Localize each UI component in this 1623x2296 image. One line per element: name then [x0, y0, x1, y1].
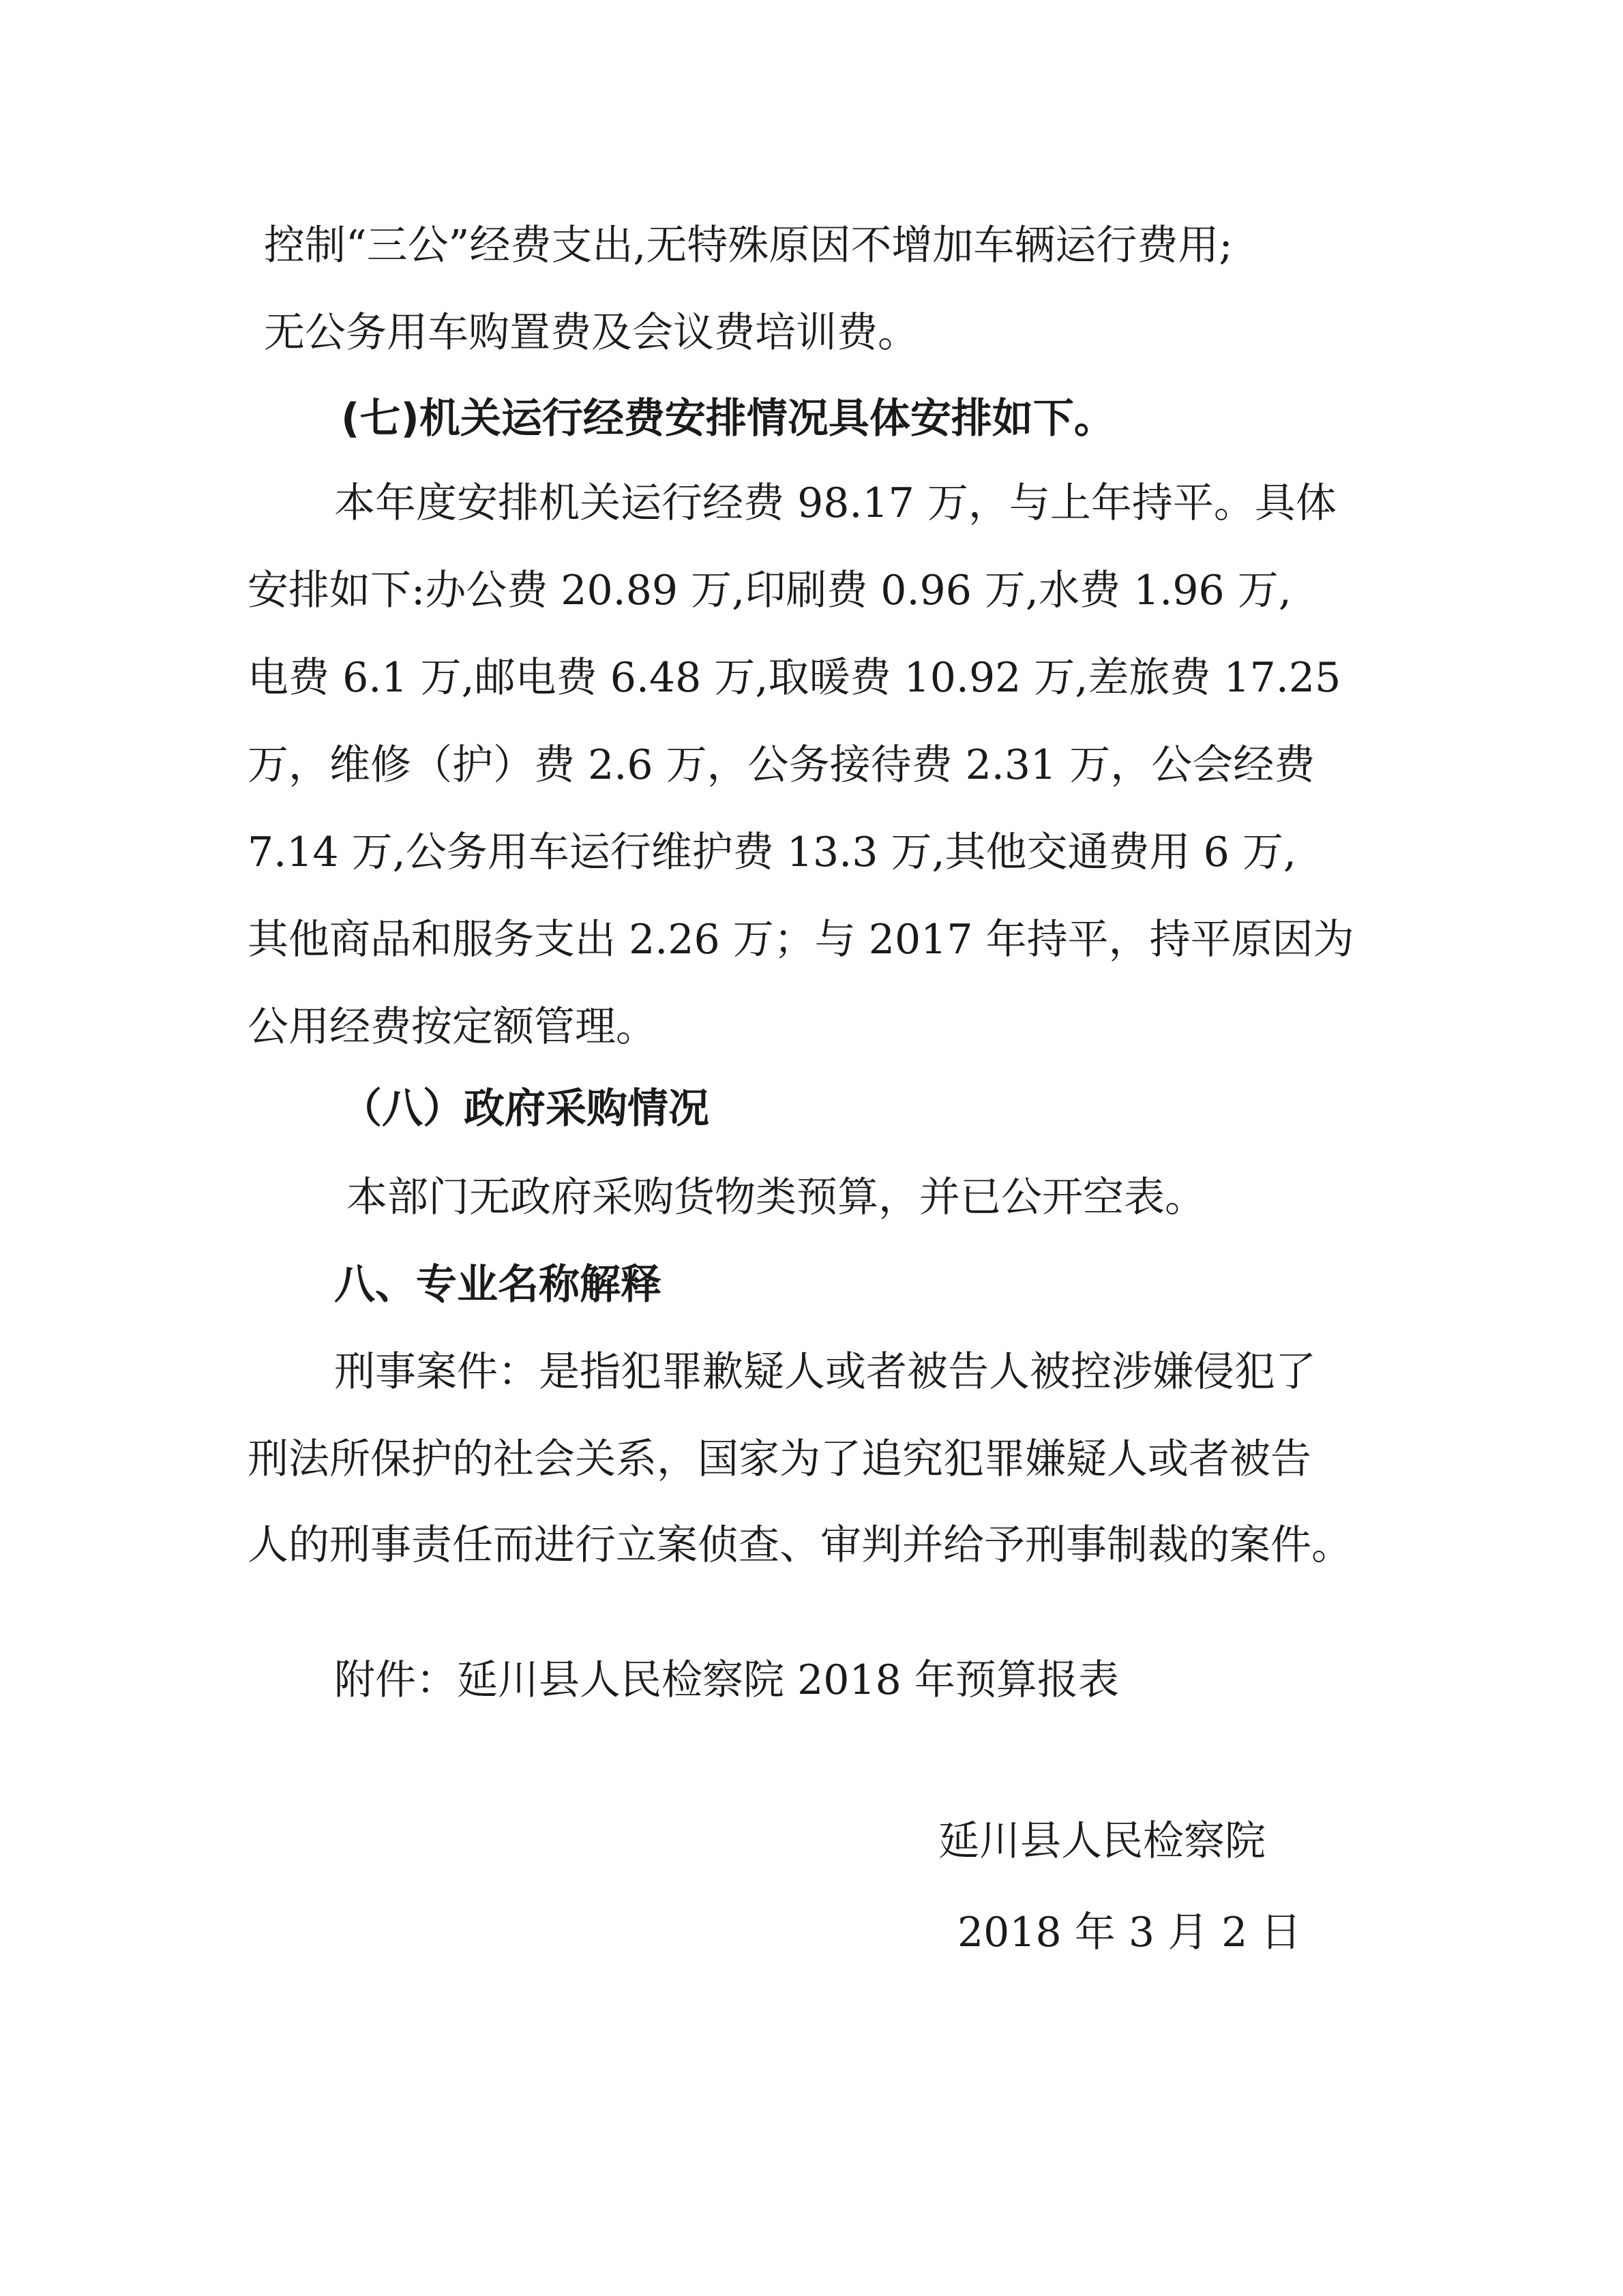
- attachment-note: 附件：延川县人民检察院 2018 年预算报表: [334, 1656, 1119, 1704]
- body-text-line: 本部门无政府采购货物类预算，并已公开空表。: [346, 1174, 1206, 1221]
- body-text-line: 人的刑事责任而进行立案侦查、审判并给予刑事制裁的案件。: [248, 1521, 1352, 1569]
- body-text-line: 安排如下:办公费 20.89 万,印刷费 0.96 万,水费 1.96 万,: [248, 567, 1292, 614]
- body-text-line: 公用经费按定额管理。: [248, 1003, 657, 1051]
- section-heading-7: (七)机关运行经费安排情况具体安排如下。: [341, 395, 1115, 443]
- body-text-line: 刑事案件：是指犯罪歉疑人或者被告人被控涉嫌侵犯了: [334, 1348, 1316, 1396]
- signature-date: 2018 年 3 月 2 日: [957, 1909, 1302, 1956]
- body-text-line: 7.14 万,公务用车运行维护费 13.3 万,其他交通费用 6 万,: [248, 829, 1296, 876]
- body-text-line: 刑法所保护的社会关系，国家为了追究犯罪嫌疑人或者被告: [248, 1435, 1311, 1483]
- body-text-line: 本年度安排机关运行经费 98.17 万，与上年持平。具体: [334, 479, 1337, 527]
- body-text-line: 无公务用车购置费及会议费培训费。: [264, 309, 919, 357]
- body-text-line: 其他商品和服务支出 2.26 万；与 2017 年持平，持平原因为: [248, 916, 1354, 964]
- body-text-line: 控制“三公”经费支出,无特殊原因不增加车辆运行费用;: [264, 222, 1233, 269]
- chapter-heading-8: 八、专业名称解释: [334, 1261, 661, 1309]
- section-heading-8: （八）政府采购情况: [341, 1085, 709, 1133]
- body-text-line: 电费 6.1 万,邮电费 6.48 万,取暖费 10.92 万,差旅费 17.25: [248, 654, 1341, 702]
- signature-organization: 延川县人民检察院: [938, 1817, 1266, 1865]
- body-text-line: 万，维修（护）费 2.6 万，公务接待费 2.31 万，公会经费: [248, 741, 1315, 789]
